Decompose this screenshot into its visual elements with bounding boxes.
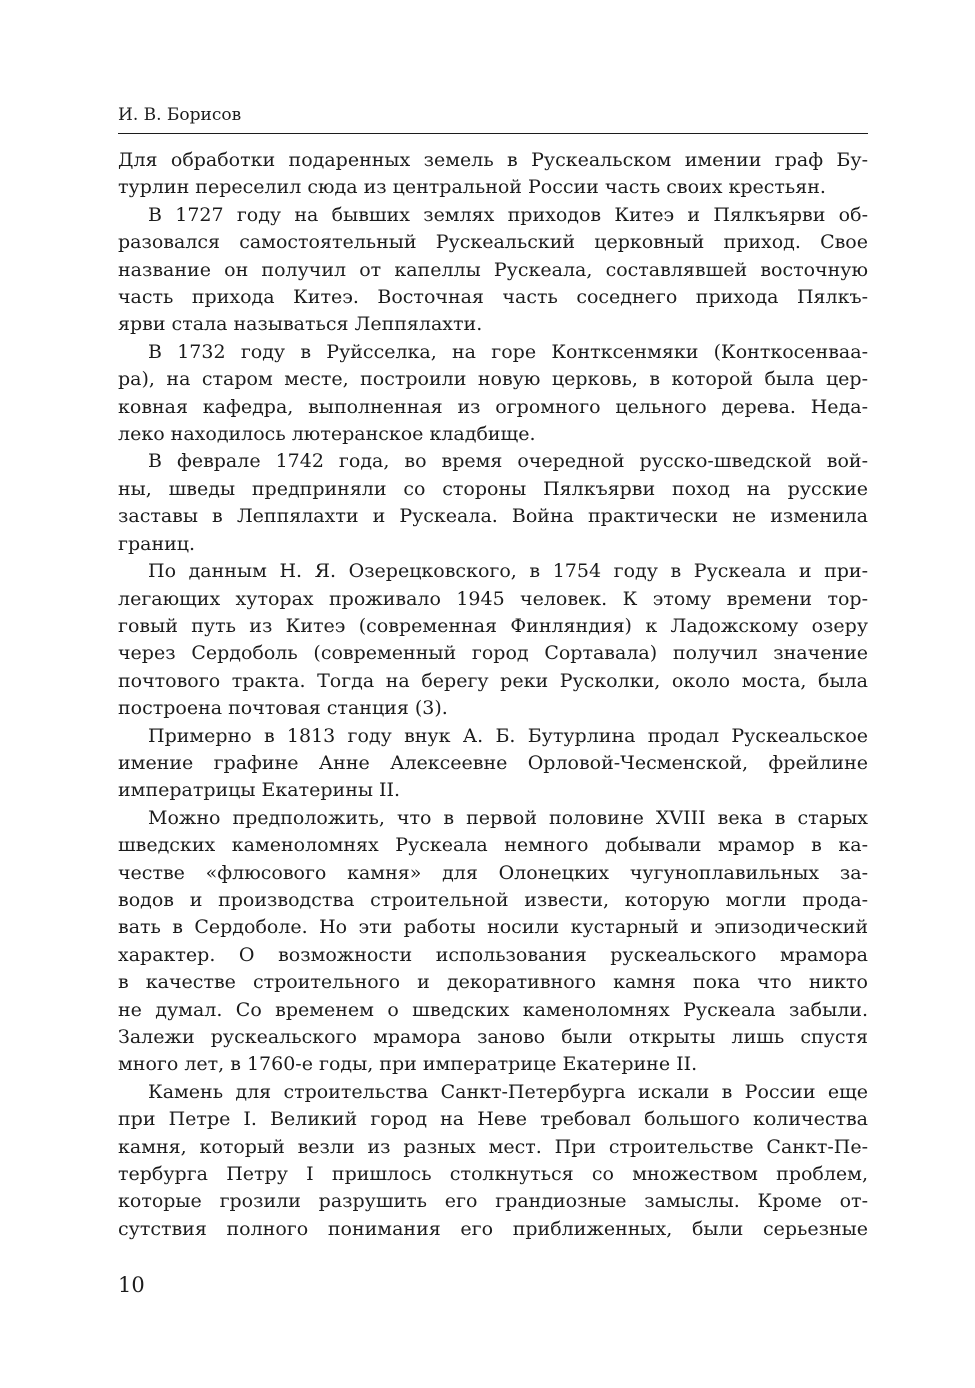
text-line: императрицы Екатерины II. (118, 779, 401, 802)
running-head-author: И. В. Борисов (118, 105, 242, 125)
text-line: в качестве строительного и декоративного камня пока что никто (118, 971, 868, 994)
text-line: много лет, в 1760-е годы, при императрице Екатерине II. (118, 1053, 698, 1076)
header-rule (118, 133, 868, 134)
text-line: По данным Н. Я. Озерецковского, в 1754 году в Рускеала и при- (148, 560, 868, 583)
paragraph (118, 558, 868, 722)
text-line: тербурга Петру I пришлось столкнуться со множеством проблем, (118, 1163, 868, 1186)
text-line: заставы в Леппялахти и Рускеала. Война практически не изменила (118, 505, 868, 528)
text-line: имение графине Анне Алексеевне Орловой-Чесменской, фрейлине (118, 751, 868, 774)
paragraph (118, 339, 868, 449)
text-line: которые грозили разрушить его грандиозные замыслы. Кроме от- (118, 1190, 868, 1213)
paragraph (118, 805, 868, 1079)
text-line: почтового тракта. Тогда на берегу реки Русколки, около моста, была (118, 669, 868, 692)
text-line: вать в Сердоболе. Но эти работы носили кустарный и эпизодический (118, 916, 868, 939)
text-line: через Сердоболь (современный город Сортавала) получил значение (118, 642, 868, 665)
paragraph (118, 448, 868, 558)
page-number: 10 (118, 1273, 145, 1297)
text-line: Можно предположить, что в первой половине XVIII века в старых (148, 806, 868, 829)
text-line: честве «флюсового камня» для Олонецких чугуноплавильных за- (118, 861, 868, 884)
text-line: Залежи рускеальского мрамора заново были открыты лишь спустя (118, 1026, 868, 1048)
text-line: ковная кафедра, выполненная из огромного цельного дерева. Неда- (118, 395, 868, 418)
body-text (118, 147, 868, 1243)
text-line: леко находилось лютеранское кладбище. (118, 423, 536, 446)
text-line: часть прихода Китеэ. Восточная часть соседнего прихода Пялкъ- (118, 286, 868, 309)
text-line: камня, который везли из разных мест. При строительстве Санкт-Пе- (118, 1135, 868, 1158)
text-line: В феврале 1742 года, во время очередной русско-шведской вой- (148, 450, 868, 473)
text-line: Для обработки подаренных земель в Рускеальском имении граф Бу- (118, 149, 868, 171)
text-line: В 1732 году в Руйсселка, на горе Контксенмяки (Конткосенваа- (148, 340, 868, 363)
text-line: шведских каменоломнях Рускеала немного добывали мрамор в ка- (118, 834, 868, 857)
paragraph (118, 1079, 868, 1243)
text-line: ра), на старом месте, построили новую церковь, в которой была цер- (118, 368, 868, 391)
text-line: ны, шведы предприняли со стороны Пялкъярви поход на русские (118, 477, 868, 500)
text-line: говый путь из Китеэ (современная Финляндия) к Ладожскому озеру (118, 614, 868, 637)
text-line: водов и производства строительной извести, которую могли прода- (118, 888, 868, 911)
text-line: характер. О возможности использования рускеальского мрамора (118, 943, 868, 966)
paragraph (118, 723, 868, 805)
text-line: турлин переселил сюда из центральной России часть своих крестьян. (118, 176, 826, 199)
text-line: границ. (118, 532, 196, 555)
text-line: разовался самостоятельный Рускеальский церковный приход. Свое (118, 231, 868, 254)
text-line: при Петре I. Великий город на Неве требовал большого количества (118, 1108, 868, 1131)
text-line: сутствия полного понимания его приближенных, были серьезные (118, 1217, 868, 1240)
text-line: название он получил от капеллы Рускеала, составлявшей восточную (118, 258, 868, 281)
text-line: построена почтовая станция (3). (118, 697, 448, 720)
paragraph (118, 147, 868, 202)
text-line: Камень для строительства Санкт-Петербурга искали в России еще (148, 1080, 868, 1103)
text-line: легающих хуторах проживало 1945 человек. К этому времени тор- (118, 587, 868, 610)
text-line: В 1727 году на бывших землях приходов Китеэ и Пялкъярви об- (148, 203, 868, 226)
text-line: Примерно в 1813 году внук А. Б. Бутурлина продал Рускеальское (148, 724, 868, 747)
text-line: ярви стала называться Леппялахти. (118, 313, 483, 336)
paragraph (118, 202, 868, 339)
text-line: не думал. Со временем о шведских каменоломнях Рускеала забыли. (118, 998, 868, 1021)
